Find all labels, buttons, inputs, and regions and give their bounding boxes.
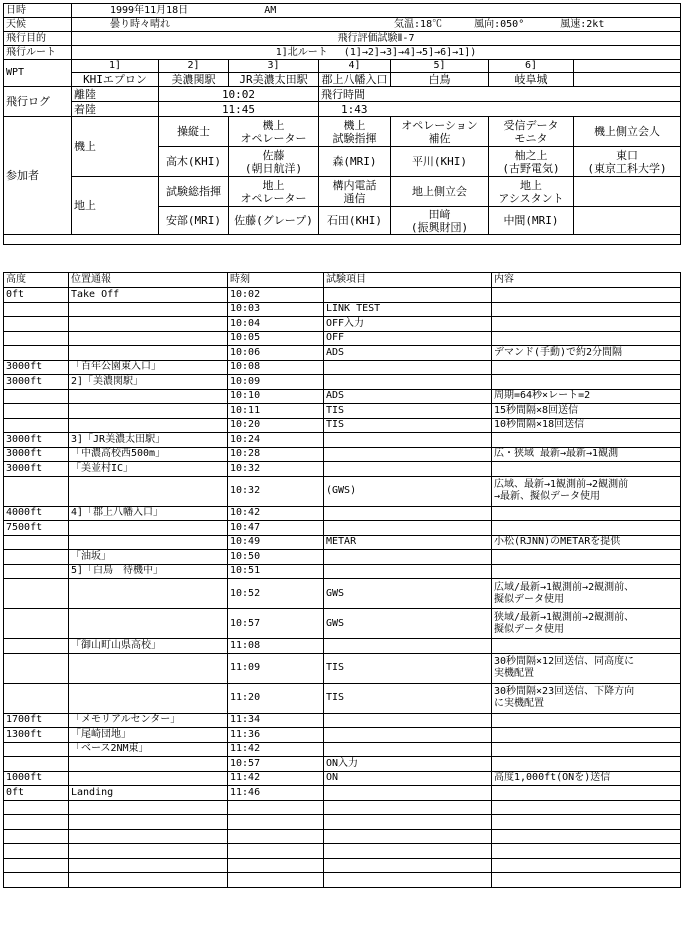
- weather-label: 天候: [4, 18, 72, 32]
- log-cell-test-item: TIS: [324, 418, 492, 433]
- onboard-name-1: 高木(KHI): [159, 147, 229, 177]
- wpt-num-6: 6]: [489, 60, 574, 73]
- log-cell-altitude: 3000ft: [4, 433, 69, 448]
- flight-log-table: [3, 272, 681, 888]
- ground-role-blank: [574, 177, 681, 207]
- log-cell-position: 「美並村IC」: [69, 462, 228, 477]
- log-cell-content: 狭域/最新→1観測前→2観測前、 擬似データ使用: [492, 609, 681, 639]
- log-cell-position: 3]「JR美濃太田駅」: [69, 433, 228, 448]
- log-row: [4, 346, 681, 361]
- log-cell-position: [69, 771, 228, 786]
- log-cell-time: 11:42: [228, 771, 324, 786]
- onboard-name-2: 佐藤 (朝日航洋): [229, 147, 319, 177]
- log-cell-content: [492, 757, 681, 772]
- date-label: 日時: [4, 4, 72, 18]
- log-cell-content: [492, 564, 681, 579]
- log-cell-position: [69, 858, 228, 873]
- log-cell-content: [492, 742, 681, 757]
- log-row: [4, 404, 681, 419]
- log-row: [4, 815, 681, 830]
- log-row: [4, 506, 681, 521]
- wpt-num-5: 5]: [391, 60, 489, 73]
- log-cell-content: 30秒間隔×23回送信、下降方向 に実機配置: [492, 683, 681, 713]
- log-cell-altitude: [4, 829, 69, 844]
- log-cell-altitude: [4, 653, 69, 683]
- log-row: [4, 639, 681, 654]
- log-cell-position: [69, 535, 228, 550]
- log-cell-time: 10:42: [228, 506, 324, 521]
- log-cell-test-item: [324, 288, 492, 303]
- log-cell-time: 10:11: [228, 404, 324, 419]
- header-content: 内容: [492, 273, 681, 288]
- spacer-row: [4, 235, 681, 245]
- log-cell-time: 11:08: [228, 639, 324, 654]
- log-row: [4, 550, 681, 565]
- log-cell-time: 11:36: [228, 728, 324, 743]
- takeoff-time: 10:02: [159, 87, 319, 102]
- log-cell-content: 15秒間隔×8回送信: [492, 404, 681, 419]
- log-cell-time: 11:20: [228, 683, 324, 713]
- log-cell-position: 「百年公園東入口」: [69, 360, 228, 375]
- log-cell-content: デマンド(手動)で約2分間隔: [492, 346, 681, 361]
- log-cell-position: [69, 404, 228, 419]
- log-cell-position: [69, 418, 228, 433]
- log-cell-position: [69, 653, 228, 683]
- ground-role-1: 試験総指揮: [159, 177, 229, 207]
- log-cell-altitude: [4, 331, 69, 346]
- log-cell-time: 10:51: [228, 564, 324, 579]
- wpt-name-3: JR美濃太田駅: [229, 73, 319, 87]
- flight-time: 1:43: [341, 102, 368, 116]
- log-cell-position: [69, 873, 228, 888]
- log-cell-altitude: 3000ft: [4, 447, 69, 462]
- log-cell-test-item: [324, 447, 492, 462]
- log-cell-position: [69, 346, 228, 361]
- temperature: 気温:18℃: [394, 18, 443, 30]
- log-cell-altitude: [4, 404, 69, 419]
- log-cell-test-item: (GWS): [324, 476, 492, 506]
- log-row: [4, 844, 681, 859]
- log-cell-position: Landing: [69, 786, 228, 801]
- log-cell-content: [492, 288, 681, 303]
- log-cell-altitude: [4, 683, 69, 713]
- log-cell-content: 高度1,000ft(ONを)送信: [492, 771, 681, 786]
- log-cell-position: [69, 844, 228, 859]
- header-altitude: 高度: [4, 273, 69, 288]
- log-cell-test-item: TIS: [324, 404, 492, 419]
- weather-cell: [72, 18, 681, 32]
- log-body: [4, 273, 681, 888]
- log-cell-time: 10:52: [228, 579, 324, 609]
- date-cell: [72, 4, 681, 18]
- log-row: [4, 521, 681, 536]
- wpt-label: WPT: [4, 60, 72, 87]
- onboard-role-4: オペレーション 補佐: [391, 117, 489, 147]
- log-cell-content: 30秒間隔×12回送信、同高度に 実機配置: [492, 653, 681, 683]
- log-cell-content: [492, 521, 681, 536]
- weather-value: 曇り時々晴れ: [110, 18, 170, 30]
- log-cell-altitude: [4, 873, 69, 888]
- log-cell-position: 「尾崎団地」: [69, 728, 228, 743]
- ground-name-blank: [574, 207, 681, 235]
- wpt-name-blank: [574, 73, 681, 87]
- log-cell-test-item: [324, 550, 492, 565]
- log-cell-altitude: [4, 815, 69, 830]
- log-row: [4, 389, 681, 404]
- log-cell-altitude: 1300ft: [4, 728, 69, 743]
- log-cell-position: 4]「郡上八幡入口」: [69, 506, 228, 521]
- flight-time-label: 飛行時間: [319, 87, 681, 102]
- log-row: [4, 858, 681, 873]
- log-cell-test-item: [324, 858, 492, 873]
- ground-role-2: 地上 オペレーター: [229, 177, 319, 207]
- log-cell-position: [69, 683, 228, 713]
- log-cell-time: 10:04: [228, 317, 324, 332]
- log-cell-content: [492, 873, 681, 888]
- log-cell-content: [492, 331, 681, 346]
- log-cell-altitude: [4, 609, 69, 639]
- wpt-num-1: 1]: [72, 60, 159, 73]
- log-row: [4, 683, 681, 713]
- log-row: [4, 433, 681, 448]
- log-cell-position: [69, 800, 228, 815]
- log-row: [4, 302, 681, 317]
- log-row: [4, 535, 681, 550]
- log-cell-time: 10:24: [228, 433, 324, 448]
- ground-label: 地上: [72, 177, 159, 235]
- log-row: [4, 713, 681, 728]
- flight-info-table: [3, 3, 681, 245]
- log-cell-altitude: [4, 844, 69, 859]
- log-cell-content: [492, 815, 681, 830]
- ground-name-3: 石田(KHI): [319, 207, 391, 235]
- log-row: [4, 331, 681, 346]
- log-cell-altitude: [4, 579, 69, 609]
- log-row: [4, 564, 681, 579]
- wind-direction: 風向:050°: [474, 18, 525, 30]
- log-cell-content: [492, 433, 681, 448]
- log-cell-test-item: METAR: [324, 535, 492, 550]
- log-cell-position: 「中濃高校西500m」: [69, 447, 228, 462]
- log-cell-altitude: 0ft: [4, 786, 69, 801]
- log-cell-content: [492, 844, 681, 859]
- log-cell-altitude: [4, 550, 69, 565]
- log-cell-position: [69, 521, 228, 536]
- log-cell-test-item: [324, 742, 492, 757]
- log-cell-time: 10:32: [228, 462, 324, 477]
- log-row: [4, 873, 681, 888]
- log-cell-position: [69, 331, 228, 346]
- log-cell-content: [492, 786, 681, 801]
- log-cell-content: 広域/最新→1観測前→2観測前、 擬似データ使用: [492, 579, 681, 609]
- log-cell-altitude: [4, 346, 69, 361]
- log-cell-test-item: ADS: [324, 389, 492, 404]
- log-cell-time: [228, 873, 324, 888]
- log-row: [4, 653, 681, 683]
- purpose-label: 飛行目的: [4, 32, 72, 46]
- log-cell-altitude: 7500ft: [4, 521, 69, 536]
- log-cell-test-item: [324, 829, 492, 844]
- log-cell-test-item: [324, 375, 492, 390]
- log-cell-test-item: TIS: [324, 683, 492, 713]
- log-cell-test-item: [324, 713, 492, 728]
- landing-label: 着陸: [72, 102, 159, 117]
- log-cell-test-item: [324, 639, 492, 654]
- log-cell-test-item: OFF: [324, 331, 492, 346]
- log-cell-altitude: 3000ft: [4, 360, 69, 375]
- log-cell-test-item: [324, 728, 492, 743]
- ground-role-4: 地上側立会: [391, 177, 489, 207]
- log-cell-time: [228, 815, 324, 830]
- onboard-name-5: 柚之上 (古野電気): [489, 147, 574, 177]
- log-cell-altitude: 0ft: [4, 288, 69, 303]
- log-row: [4, 375, 681, 390]
- log-cell-content: [492, 360, 681, 375]
- log-cell-time: [228, 829, 324, 844]
- onboard-role-1: 操縦士: [159, 117, 229, 147]
- date-value: 1999年11月18日: [110, 4, 189, 16]
- log-cell-content: [492, 462, 681, 477]
- log-cell-position: Take Off: [69, 288, 228, 303]
- log-cell-content: 周期=64秒×レート=2: [492, 389, 681, 404]
- log-cell-content: [492, 800, 681, 815]
- wpt-name-5: 白鳥: [391, 73, 489, 87]
- onboard-role-6: 機上側立会人: [574, 117, 681, 147]
- wpt-num-4: 4]: [319, 60, 391, 73]
- log-cell-time: 11:34: [228, 713, 324, 728]
- log-cell-time: [228, 844, 324, 859]
- log-cell-test-item: [324, 873, 492, 888]
- log-cell-time: 10:57: [228, 757, 324, 772]
- log-cell-altitude: 1700ft: [4, 713, 69, 728]
- log-cell-time: 10:50: [228, 550, 324, 565]
- log-cell-altitude: 3000ft: [4, 375, 69, 390]
- log-cell-content: [492, 858, 681, 873]
- log-cell-test-item: GWS: [324, 579, 492, 609]
- log-cell-content: [492, 506, 681, 521]
- onboard-label: 機上: [72, 117, 159, 177]
- log-cell-test-item: [324, 800, 492, 815]
- log-cell-content: [492, 550, 681, 565]
- wpt-num-blank: [574, 60, 681, 73]
- log-row: [4, 447, 681, 462]
- log-cell-test-item: [324, 462, 492, 477]
- log-cell-position: 「メモリアルセンター」: [69, 713, 228, 728]
- log-cell-test-item: GWS: [324, 609, 492, 639]
- onboard-role-5: 受信データ モニタ: [489, 117, 574, 147]
- flight-log-label: 飛行ログ: [4, 87, 72, 117]
- log-cell-time: 10:09: [228, 375, 324, 390]
- log-row: [4, 609, 681, 639]
- wpt-name-6: 岐阜城: [489, 73, 574, 87]
- log-cell-position: [69, 302, 228, 317]
- onboard-role-2: 機上 オペレーター: [229, 117, 319, 147]
- log-cell-test-item: ADS: [324, 346, 492, 361]
- wpt-num-3: 3]: [229, 60, 319, 73]
- header-time: 時刻: [228, 273, 324, 288]
- log-cell-content: [492, 829, 681, 844]
- wpt-name-2: 美濃関駅: [159, 73, 229, 87]
- log-cell-time: 10:57: [228, 609, 324, 639]
- log-cell-position: [69, 317, 228, 332]
- onboard-name-6: 東口 (東京工科大学): [574, 147, 681, 177]
- ground-name-4: 田﨑 (振興財団): [391, 207, 489, 235]
- log-cell-altitude: [4, 757, 69, 772]
- log-cell-altitude: 1000ft: [4, 771, 69, 786]
- log-cell-test-item: LINK TEST: [324, 302, 492, 317]
- log-cell-time: 11:09: [228, 653, 324, 683]
- log-cell-content: [492, 302, 681, 317]
- onboard-name-3: 森(MRI): [319, 147, 391, 177]
- wpt-num-2: 2]: [159, 60, 229, 73]
- log-cell-content: 広・狭域 最新→最新→1観測: [492, 447, 681, 462]
- log-header-row: [4, 273, 681, 288]
- log-cell-position: [69, 815, 228, 830]
- log-cell-time: 10:49: [228, 535, 324, 550]
- log-cell-test-item: [324, 360, 492, 375]
- log-cell-test-item: [324, 521, 492, 536]
- log-cell-time: [228, 800, 324, 815]
- log-cell-test-item: [324, 786, 492, 801]
- log-cell-altitude: [4, 564, 69, 579]
- onboard-role-3: 機上 試験指揮: [319, 117, 391, 147]
- log-cell-position: 「ベース2NM東」: [69, 742, 228, 757]
- log-cell-content: 広域、最新→1観測前→2観測前 →最新、擬似データ使用: [492, 476, 681, 506]
- log-row: [4, 288, 681, 303]
- log-row: [4, 462, 681, 477]
- log-cell-position: [69, 757, 228, 772]
- log-cell-time: 10:06: [228, 346, 324, 361]
- log-cell-test-item: ON入力: [324, 757, 492, 772]
- log-cell-altitude: [4, 535, 69, 550]
- log-cell-position: 「油坂」: [69, 550, 228, 565]
- wpt-name-1: KHIエプロン: [72, 73, 159, 87]
- log-cell-altitude: 4000ft: [4, 506, 69, 521]
- log-row: [4, 786, 681, 801]
- log-cell-content: [492, 375, 681, 390]
- log-cell-altitude: [4, 302, 69, 317]
- onboard-name-4: 平川(KHI): [391, 147, 489, 177]
- log-row: [4, 418, 681, 433]
- header-position: 位置通報: [69, 273, 228, 288]
- log-cell-test-item: ON: [324, 771, 492, 786]
- log-cell-test-item: [324, 564, 492, 579]
- log-cell-time: 10:05: [228, 331, 324, 346]
- log-cell-test-item: [324, 815, 492, 830]
- log-cell-position: [69, 476, 228, 506]
- log-cell-altitude: 3000ft: [4, 462, 69, 477]
- log-row: [4, 771, 681, 786]
- ground-name-1: 安部(MRI): [159, 207, 229, 235]
- log-cell-test-item: [324, 844, 492, 859]
- log-cell-time: 10:03: [228, 302, 324, 317]
- log-cell-altitude: [4, 858, 69, 873]
- log-cell-time: 10:32: [228, 476, 324, 506]
- ground-role-5: 地上 アシスタント: [489, 177, 574, 207]
- log-cell-time: 10:20: [228, 418, 324, 433]
- log-cell-altitude: [4, 418, 69, 433]
- wind-speed: 風速:2kt: [560, 18, 605, 30]
- log-row: [4, 579, 681, 609]
- log-cell-time: 10:28: [228, 447, 324, 462]
- log-cell-content: [492, 639, 681, 654]
- log-cell-time: 11:46: [228, 786, 324, 801]
- flight-time-value: [319, 102, 681, 117]
- route-label: 飛行ルート: [4, 46, 72, 60]
- header-test-item: 試験項目: [324, 273, 492, 288]
- log-cell-test-item: [324, 433, 492, 448]
- ground-name-5: 中間(MRI): [489, 207, 574, 235]
- log-row: [4, 742, 681, 757]
- log-row: [4, 829, 681, 844]
- log-row: [4, 476, 681, 506]
- log-cell-time: 10:02: [228, 288, 324, 303]
- log-cell-position: 5]「白鳥 待機中」: [69, 564, 228, 579]
- log-cell-content: [492, 728, 681, 743]
- route-value: 1]北ルート (1]→2]→3]→4]→5]→6]→1]): [72, 46, 681, 60]
- landing-time: 11:45: [159, 102, 319, 117]
- log-cell-altitude: [4, 476, 69, 506]
- log-cell-altitude: [4, 800, 69, 815]
- purpose-value: 飛行評価試験Ⅱ-7: [72, 32, 681, 46]
- ampm-value: AM: [264, 4, 277, 16]
- log-cell-content: [492, 713, 681, 728]
- log-cell-position: 「御山町山県高校」: [69, 639, 228, 654]
- log-cell-time: 10:08: [228, 360, 324, 375]
- log-cell-test-item: OFF入力: [324, 317, 492, 332]
- log-cell-position: [69, 579, 228, 609]
- ground-name-2: 佐藤(グレープ): [229, 207, 319, 235]
- log-row: [4, 360, 681, 375]
- log-cell-position: [69, 829, 228, 844]
- log-cell-time: 10:47: [228, 521, 324, 536]
- wpt-name-4: 郡上八幡入口: [319, 73, 391, 87]
- log-cell-altitude: [4, 639, 69, 654]
- log-cell-altitude: [4, 317, 69, 332]
- log-row: [4, 317, 681, 332]
- log-row: [4, 728, 681, 743]
- log-row: [4, 800, 681, 815]
- log-cell-content: 小松(RJNN)のMETARを提供: [492, 535, 681, 550]
- log-cell-content: [492, 317, 681, 332]
- takeoff-label: 離陸: [72, 87, 159, 102]
- participants-label: 参加者: [4, 117, 72, 235]
- log-cell-time: [228, 858, 324, 873]
- log-cell-altitude: [4, 742, 69, 757]
- log-cell-test-item: [324, 506, 492, 521]
- log-cell-position: [69, 609, 228, 639]
- log-cell-test-item: TIS: [324, 653, 492, 683]
- log-cell-position: 2]「美濃関駅」: [69, 375, 228, 390]
- ground-role-3: 構内電話 通信: [319, 177, 391, 207]
- log-cell-time: 11:42: [228, 742, 324, 757]
- log-cell-content: 10秒間隔×18回送信: [492, 418, 681, 433]
- log-row: [4, 757, 681, 772]
- log-cell-time: 10:10: [228, 389, 324, 404]
- log-cell-altitude: [4, 389, 69, 404]
- log-cell-position: [69, 389, 228, 404]
